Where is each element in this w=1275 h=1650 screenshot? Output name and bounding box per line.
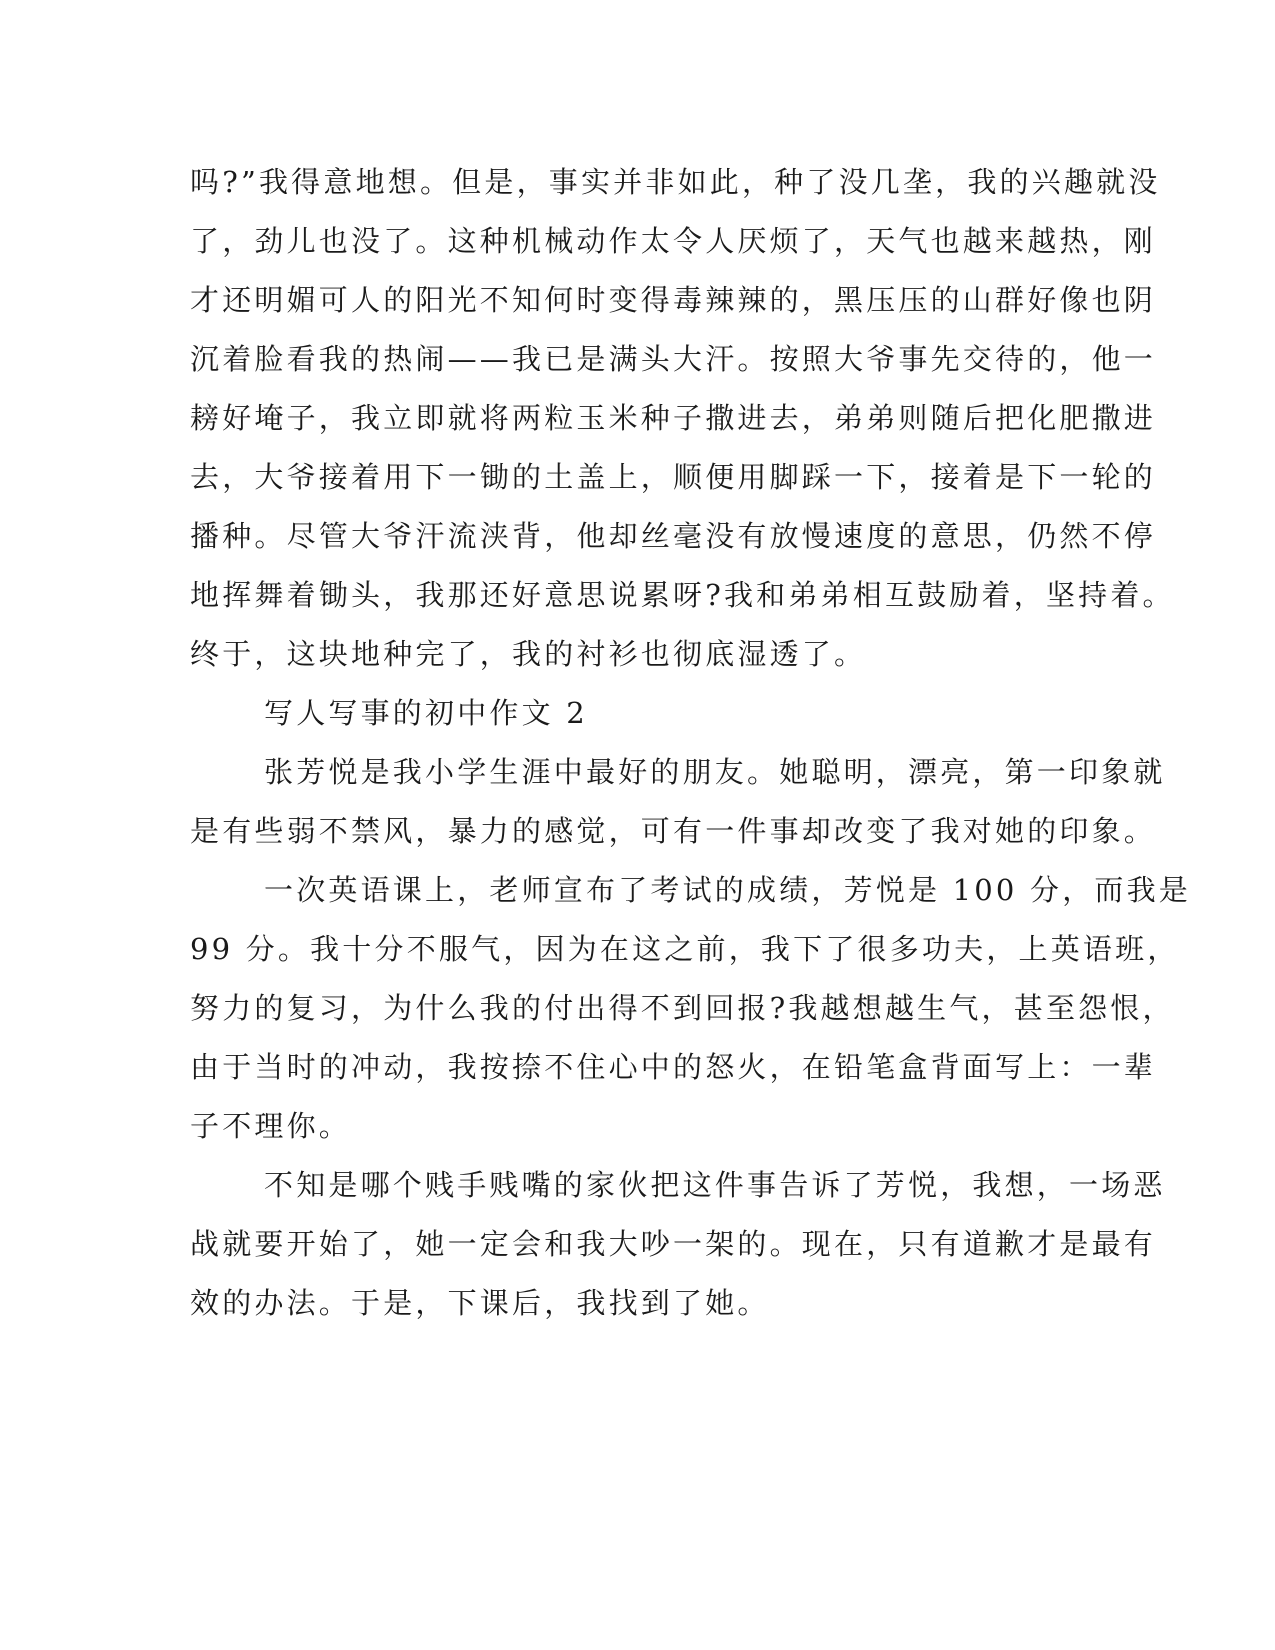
paragraph-line: 去，大爷接着用下一锄的土盖上，顺便用脚踩一下，接着是下一轮的 [190, 460, 1157, 494]
paragraph-line: 努力的复习，为什么我的付出得不到回报?我越想越生气，甚至怨恨， [190, 991, 1175, 1025]
paragraph-line: 吗?”我得意地想。但是，事实并非如此，种了没几垄，我的兴趣就没 [190, 165, 1161, 199]
paragraph-line: 地挥舞着锄头，我那还好意思说累呀?我和弟弟相互鼓励着，坚持着。 [190, 578, 1175, 612]
paragraph-line: 不知是哪个贱手贱嘴的家伙把这件事告诉了芳悦，我想，一场恶 [264, 1168, 1166, 1202]
paragraph-line: 一次英语课上，老师宣布了考试的成绩，芳悦是 100 分，而我是 [264, 873, 1191, 907]
paragraph-line: 了，劲儿也没了。这种机械动作太令人厌烦了，天气也越来越热，刚 [190, 224, 1157, 258]
section-heading: 写人写事的初中作文 2 [264, 696, 588, 730]
paragraph-line: 播种。尽管大爷汗流浃背，他却丝毫没有放慢速度的意思，仍然不停 [190, 519, 1157, 553]
paragraph-line: 由于当时的冲动，我按捺不住心中的怒火，在铅笔盒背面写上：一辈 [190, 1050, 1157, 1084]
paragraph-line: 终于，这块地种完了，我的衬衫也彻底湿透了。 [190, 637, 867, 671]
paragraph-line: 战就要开始了，她一定会和我大吵一架的。现在，只有道歉才是最有 [190, 1227, 1157, 1261]
paragraph-line: 效的办法。于是，下课后，我找到了她。 [190, 1286, 770, 1320]
paragraph-line: 99 分。我十分不服气，因为在这之前，我下了很多功夫，上英语班， [190, 932, 1180, 966]
paragraph-line: 沉着脸看我的热闹——我已是满头大汗。按照大爷事先交待的，他一 [190, 342, 1157, 376]
paragraph-line: 才还明媚可人的阳光不知何时变得毒辣辣的，黑压压的山群好像也阴 [190, 283, 1157, 317]
paragraph-line: 耪好埯子，我立即就将两粒玉米种子撒进去，弟弟则随后把化肥撒进 [190, 401, 1157, 435]
paragraph-line: 张芳悦是我小学生涯中最好的朋友。她聪明，漂亮，第一印象就 [264, 755, 1166, 789]
paragraph-line: 是有些弱不禁风，暴力的感觉，可有一件事却改变了我对她的印象。 [190, 814, 1157, 848]
paragraph-line: 子不理你。 [190, 1109, 352, 1143]
